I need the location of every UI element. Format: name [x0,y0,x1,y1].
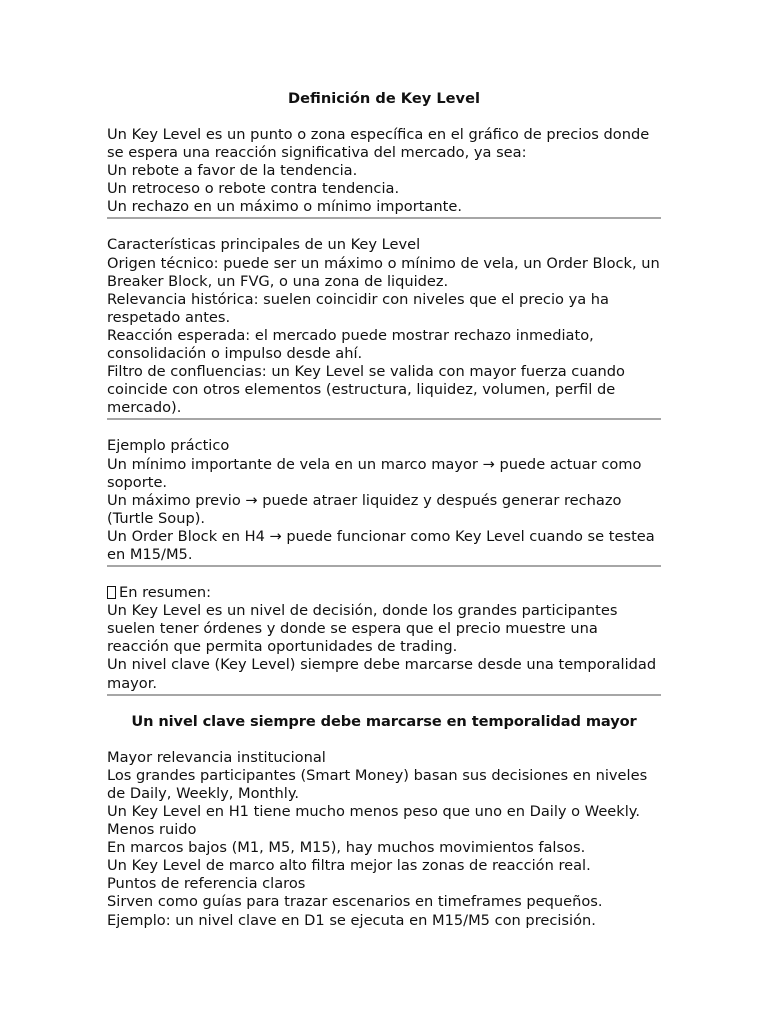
section-temporalidad-body [107,749,661,930]
section-heading-ejemplo: Ejemplo práctico [107,437,230,455]
paragraph-line: Un nivel clave (Key Level) siempre debe marcarse desde una temporalidad mayor. [107,656,657,692]
section-title-definicion: Definición de Key Level [288,90,480,107]
subheading-line: Mayor relevancia institucional [107,748,326,766]
paragraph-line: Un máximo previo → puede atraer liquidez y después generar rechazo (Turtle Soup). [107,491,622,527]
paragraph-line: Reacción esperada: el mercado puede mostrar rechazo inmediato, consolidación o impulso desde ahí. [107,326,594,363]
section-heading-resumen [107,584,661,602]
section-heading-caracteristicas: Características principales de un Key Level [107,236,421,254]
horizontal-divider [107,217,661,219]
paragraph-line: Un retroceso o rebote contra tendencia. [107,180,400,198]
paragraph-line: Un mínimo importante de vela en un marco mayor → puede actuar como soporte. [107,455,642,491]
section-resumen-body [107,584,661,693]
paragraph-line: Un Key Level de marco alto filtra mejor las zonas de reacción real. [107,857,591,875]
section-definicion-body [107,126,661,216]
horizontal-divider [107,694,661,696]
section-caracteristicas-body [107,236,661,417]
paragraph-line: Un Key Level es un punto o zona específica en el gráfico de precios donde se espera una reacción significativa del mercado, ya sea: [107,126,650,162]
horizontal-divider [107,418,661,420]
missing-glyph-icon [107,586,116,599]
paragraph-line: Relevancia histórica: suelen coincidir con niveles que el precio ya ha respetado antes. [107,290,609,326]
subheading-line: Menos ruido [107,821,197,839]
paragraph-line: Los grandes participantes (Smart Money) basan sus decisiones en niveles de Daily, Weekly, Monthly. [107,766,648,802]
subheading-line: Puntos de referencia claros [107,875,306,893]
paragraph-line: Sirven como guías para trazar escenarios en timeframes pequeños. [107,893,603,911]
paragraph-line: Un Key Level en H1 tiene mucho menos peso que uno en Daily o Weekly. [107,803,640,820]
document-page [107,90,661,930]
paragraph-line: Un Order Block en H4 → puede funcionar como Key Level cuando se testea en M15/M5. [107,527,655,563]
paragraph-line: Origen técnico: puede ser un máximo o mínimo de vela, un Order Block, un Breaker Block, un FVG, o una zona de liquidez. [107,254,660,290]
paragraph-line: Filtro de confluencias: un Key Level se valida con mayor fuerza cuando coincide con otros elementos (estructura, liquidez, volumen, perfil de mercado). [107,363,625,417]
horizontal-divider [107,565,661,567]
resumen-heading-text: En resumen: [119,584,211,602]
paragraph-line: En marcos bajos (M1, M5, M15), hay muchos movimientos falsos. [107,839,586,857]
section-ejemplo-body [107,437,661,564]
paragraph-line: Un rebote a favor de la tendencia. [107,162,358,180]
paragraph-line: Un rechazo en un máximo o mínimo importante. [107,198,462,216]
paragraph-line: Un Key Level es un nivel de decisión, donde los grandes participantes suelen tener órdenes y donde se espera que el precio muestre una reacción que permita oportunidades de trading. [107,602,618,656]
paragraph-line: Ejemplo: un nivel clave en D1 se ejecuta en M15/M5 con precisión. [107,911,596,929]
section-title-temporalidad: Un nivel clave siempre debe marcarse en temporalidad mayor [131,712,637,730]
